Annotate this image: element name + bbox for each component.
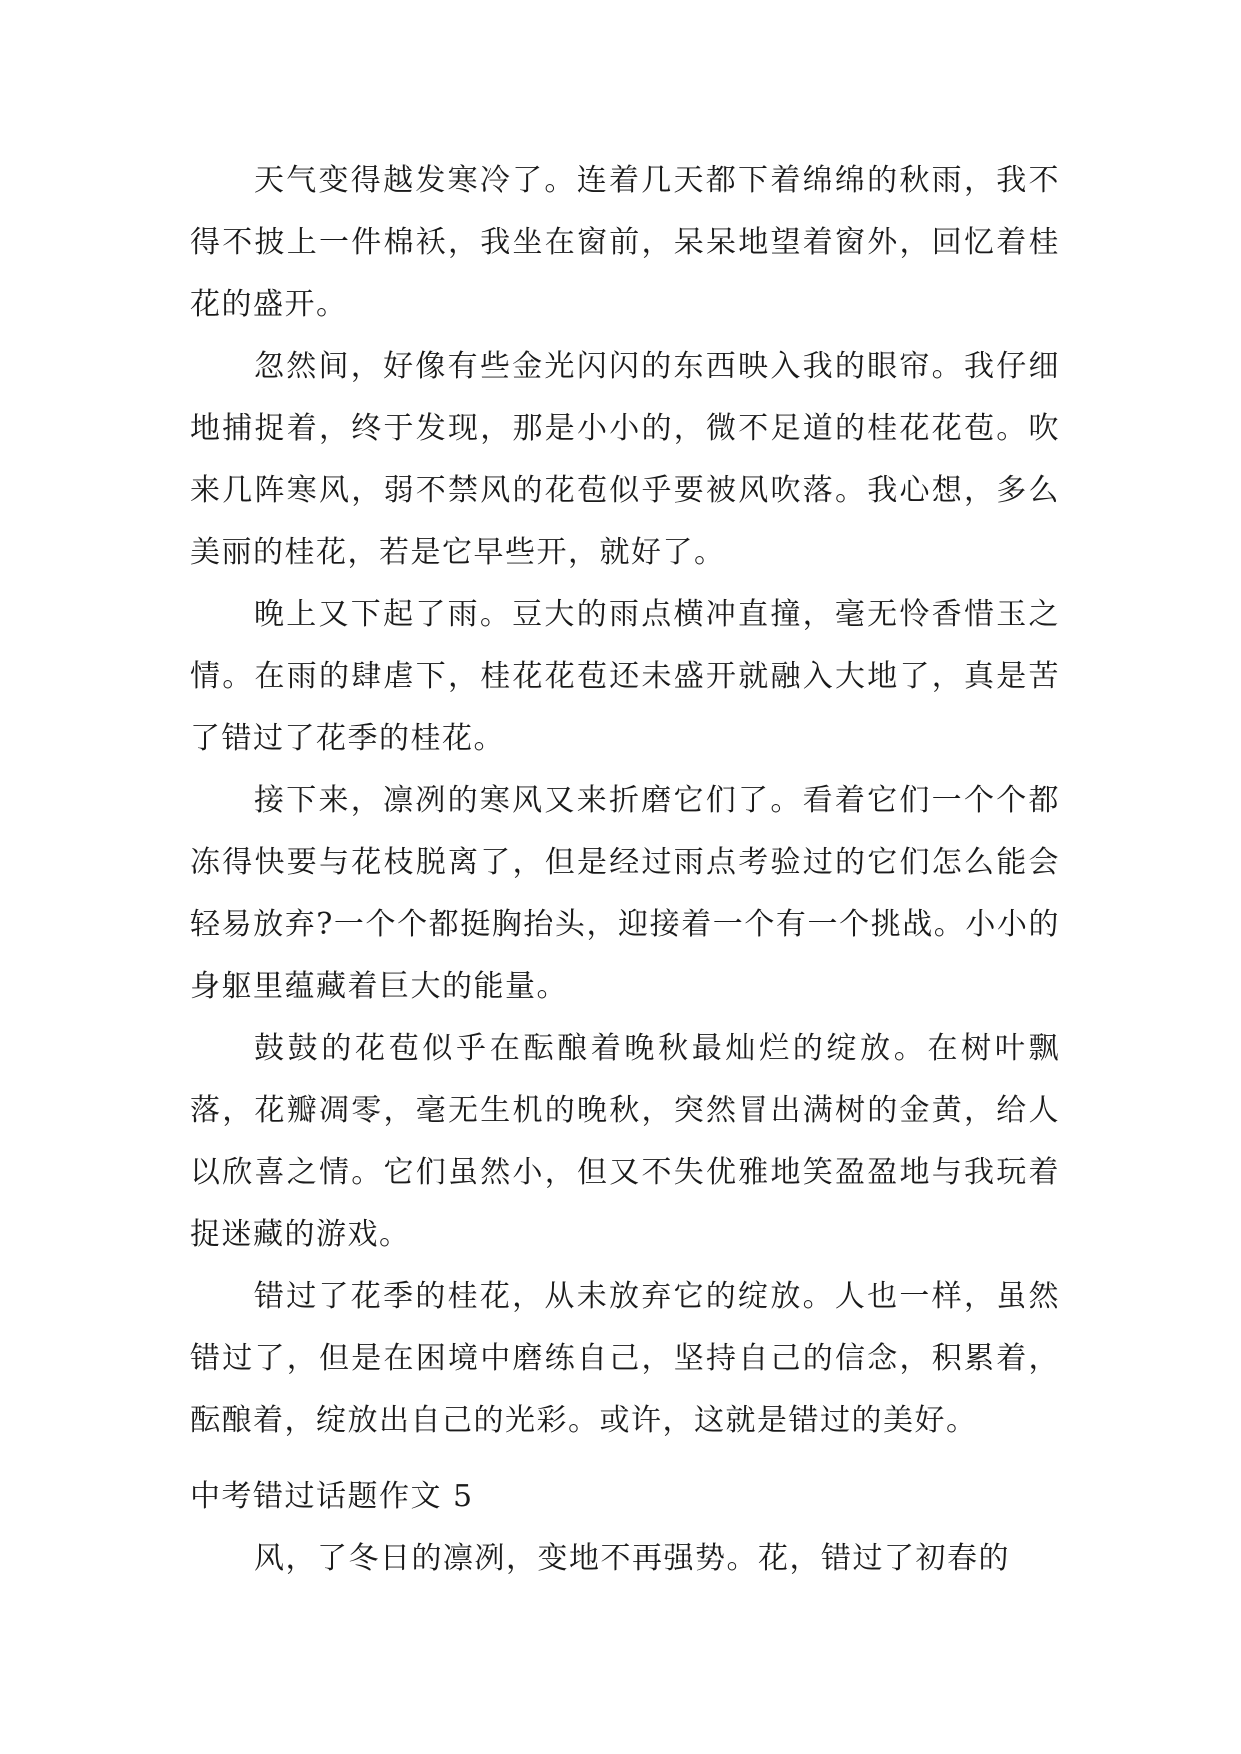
section-heading: 中考错过话题作文 5 — [190, 1479, 474, 1514]
paragraph-3: 晚上又下起了雨。豆大的雨点横冲直撞，毫无怜香惜玉之情。在雨的肆虐下，桂花花苞还未盛开就融入大地了，真是苦了错过了花季的桂花。 — [190, 597, 1060, 756]
paragraph-2: 忽然间，好像有些金光闪闪的东西映入我的眼帘。我仔细地捕捉着，终于发现，那是小小的，微不足道的桂花花苞。吹来几阵寒风，弱不禁风的花苞似乎要被风吹落。我心想，多么美丽的桂花，若是它早些开，就好了。 — [190, 349, 1060, 570]
paragraph-1: 天气变得越发寒冷了。连着几天都下着绵绵的秋雨，我不得不披上一件棉袄，我坐在窗前，呆呆地望着窗外，回忆着桂花的盛开。 — [190, 163, 1060, 322]
paragraph-next: 风，了冬日的凛冽，变地不再强势。花，错过了初春的 — [254, 1541, 1010, 1576]
paragraph-4: 接下来，凛冽的寒风又来折磨它们了。看着它们一个个都冻得快要与花枝脱离了，但是经过雨点考验过的它们怎么能会轻易放弃?一个个都挺胸抬头，迎接着一个有一个挑战。小小的身躯里蕴藏着巨大的能量。 — [190, 783, 1060, 1004]
paragraph-5: 鼓鼓的花苞似乎在酝酿着晚秋最灿烂的绽放。在树叶飘落，花瓣凋零，毫无生机的晚秋，突然冒出满树的金黄，给人以欣喜之情。它们虽然小，但又不失优雅地笑盈盈地与我玩着捉迷藏的游戏。 — [190, 1031, 1060, 1252]
paragraph-6: 错过了花季的桂花，从未放弃它的绽放。人也一样，虽然错过了，但是在困境中磨练自己，坚持自己的信念，积累着，酝酿着，绽放出自己的光彩。或许，这就是错过的美好。 — [190, 1279, 1060, 1438]
